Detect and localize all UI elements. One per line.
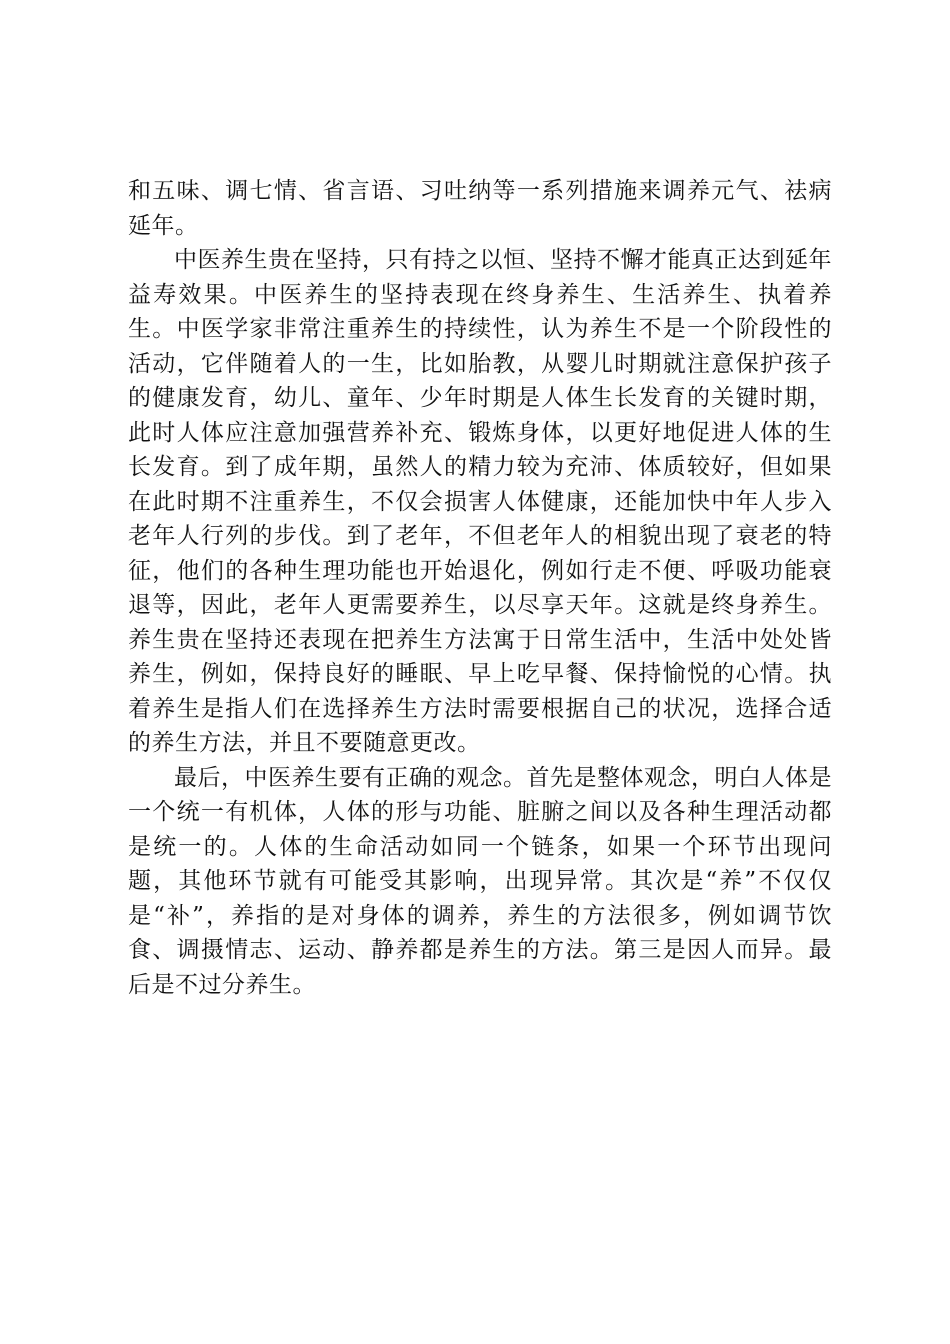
paragraph-continuation: 和五味、调七情、省言语、习吐纳等一系列措施来调养元气、祛病延年。 — [128, 178, 832, 239]
paragraph-correct-concept: 最后，中医养生要有正确的观念。首先是整体观念，明白人体是一个统一有机体，人体的形与功能、脏腑之间以及各种生理活动都是统一的。人体的生命活动如同一个链条，如果一个环节出现问题，其他环节就有可能受其影响，出现异常。其次是“养”不仅仅是“补”，养指的是对身体的调养，养生的方法很多，例如调节饮食、调摄情志、运动、静养都是养生的方法。第三是因人而异。最后是不过分养生。 — [128, 764, 832, 998]
paragraph-persistence: 中医养生贵在坚持，只有持之以恒、坚持不懈才能真正达到延年益寿效果。中医养生的坚持表现在终身养生、生活养生、执着养生。中医学家非常注重养生的持续性，认为养生不是一个阶段性的活动，它伴随着人的一生，比如胎教，从婴儿时期就注意保护孩子的健康发育，幼儿、童年、少年时期是人体生长发育的关键时期，此时人体应注意加强营养补充、锻炼身体，以更好地促进人体的生长发育。到了成年期，虽然人的精力较为充沛、体质较好，但如果在此时期不注重养生，不仅会损害人体健康，还能加快中年人步入老年人行列的步伐。到了老年，不但老年人的相貌出现了衰老的特征，他们的各种生理功能也开始退化，例如行走不便、呼吸功能衰退等，因此，老年人更需要养生，以尽享天年。这就是终身养生。养生贵在坚持还表现在把养生方法寓于日常生活中，生活中处处皆养生，例如，保持良好的睡眠、早上吃早餐、保持愉悦的心情。执着养生是指人们在选择养生方法时需要根据自己的状况，选择合适的养生方法，并且不要随意更改。 — [128, 247, 832, 756]
body-text — [128, 174, 832, 1002]
